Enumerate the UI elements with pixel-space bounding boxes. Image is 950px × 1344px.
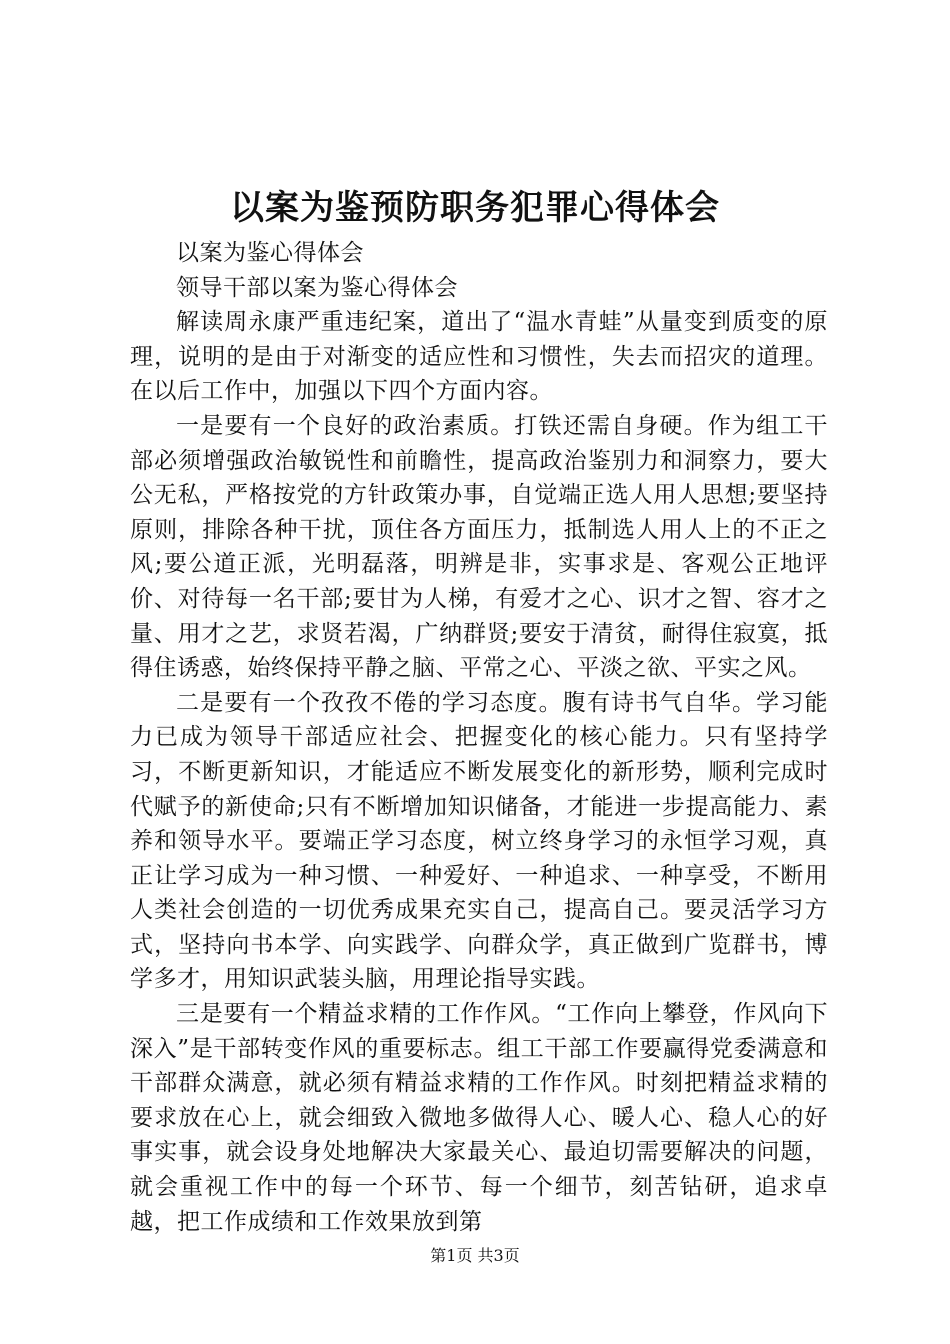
- page-number-footer: 第1页 共3页: [430, 1246, 520, 1265]
- document-body: [130, 236, 828, 1239]
- document-title: 以案为鉴预防职务犯罪心得体会: [230, 188, 720, 228]
- paragraph-point-3: 三是要有一个精益求精的工作作风。“工作向上攀登，作风向下深入”是干部转变作风的重要标志。组工干部工作要赢得党委满意和干部群众满意，就必须有精益求精的工作作风。时刻把精益求精的要求放在心上，就会细致入微地多做得人心、暖人心、稳人心的好事实事，就会设身处地解决大家最关心、最迫切需要解决的问题，就会重视工作中的每一个环节、每一个细节，刻苦钻研，追求卓越，把工作成绩和工作效果放到第: [130, 1001, 828, 1235]
- paragraph-intro: 解读周永康严重违纪案，道出了“温水青蛙”从量变到质变的原理，说明的是由于对渐变的适应性和习惯性，失去而招灾的道理。在以后工作中，加强以下四个方面内容。: [130, 309, 828, 405]
- paragraph-point-1: 一是要有一个良好的政治素质。打铁还需自身硬。作为组工干部必须增强政治敏锐性和前瞻性，提高政治鉴别力和洞察力，要大公无私，严格按党的方针政策办事，自觉端正选人用人思想;要坚持原则，排除各种干扰，顶住各方面压力，抵制选人用人上的不正之风;要公道正派，光明磊落，明辨是非，实事求是、客观公正地评价、对待每一名干部;要甘为人梯，有爱才之心、识才之智、容才之量、用才之艺，求贤若渴，广纳群贤;要安于清贫，耐得住寂寞，抵得住诱惑，始终保持平静之脑、平常之心、平淡之欲、平实之风。: [130, 412, 828, 682]
- paragraph-subtitle-1: 以案为鉴心得体会: [176, 240, 364, 266]
- paragraph-point-2: 二是要有一个孜孜不倦的学习态度。腹有诗书气自华。学习能力已成为领导干部适应社会、把握变化的核心能力。只有坚持学习，不断更新知识，才能适应不断发展变化的新形势，顺利完成时代赋予的新使命;只有不断增加知识储备，才能进一步提高能力、素养和领导水平。要端正学习态度，树立终身学习的永恒学习观，真正让学习成为一种习惯、一种爱好、一种追求、一种享受，不断用人类社会创造的一切优秀成果充实自己，提高自己。要灵活学习方式，坚持向书本学、向实践学、向群众学，真正做到广览群书，博学多才，用知识武装头脑，用理论指导实践。: [130, 689, 828, 993]
- paragraph-subtitle-2: 领导干部以案为鉴心得体会: [176, 274, 458, 301]
